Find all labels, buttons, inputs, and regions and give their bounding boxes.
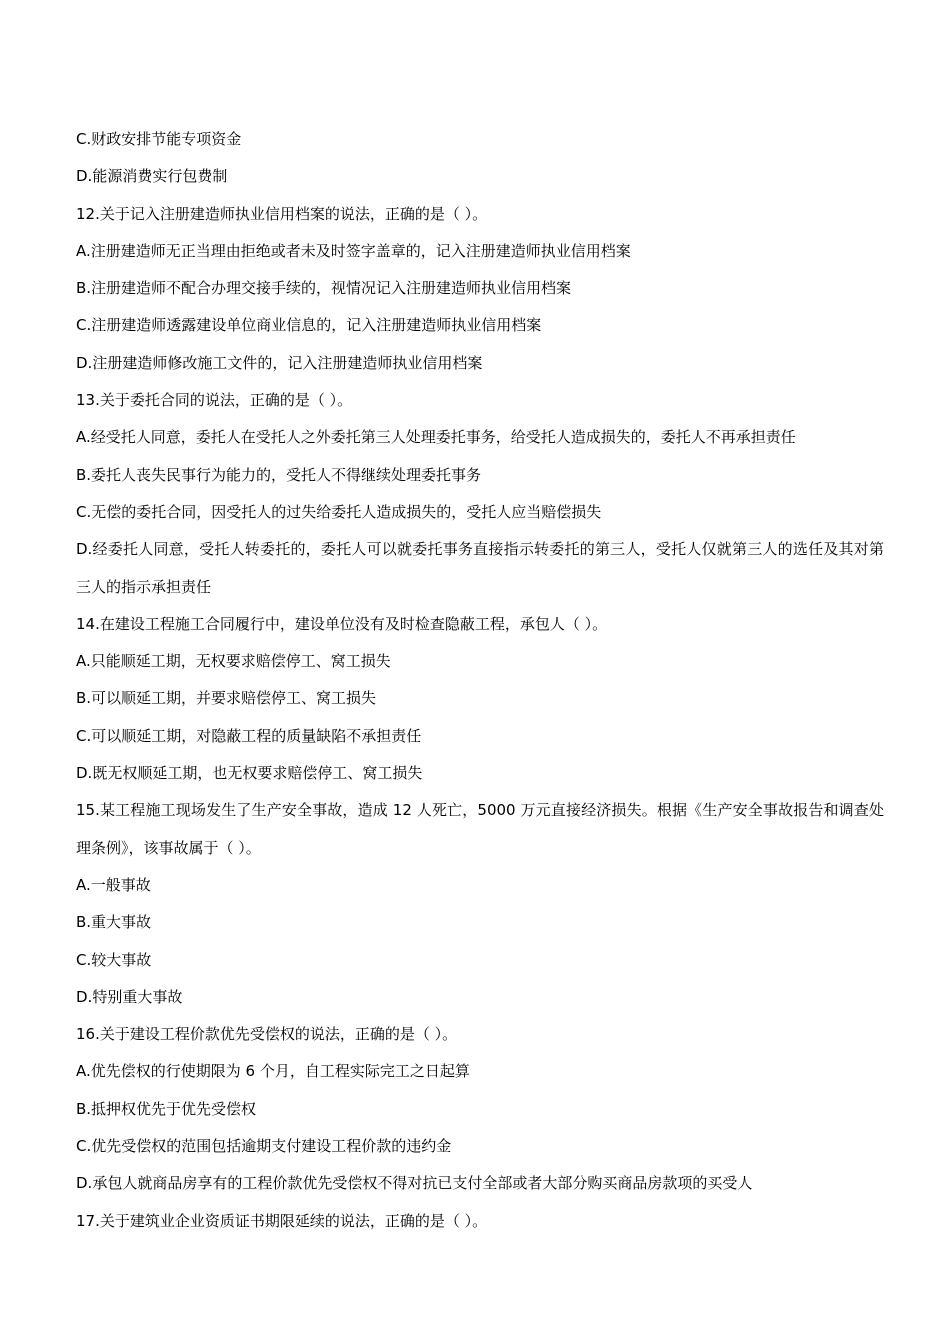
question-13-option-b: B.委托人丧失民事行为能力的，受托人不得继续处理委托事务 xyxy=(76,465,482,484)
question-12-option-b: B.注册建造师不配合办理交接手续的，视情况记入注册建造师执业信用档案 xyxy=(76,279,572,298)
question-12-option-d: D.注册建造师修改施工文件的，记入注册建造师执业信用档案 xyxy=(76,353,483,372)
question-17: 17.关于建筑业企业资质证书期限延续的说法，正确的是（ ）。 xyxy=(76,1211,488,1230)
question-14: 14.在建设工程施工合同履行中，建设单位没有及时检查隐蔽工程，承包人（ ）。 xyxy=(76,614,608,633)
question-15: 15.某工程施工现场发生了生产安全事故，造成 12 人死亡，5000 万元直接经济损失。根据《生产安全事故报告和调查处理条例》，该事故属于（ ）。 xyxy=(76,801,884,857)
option-12c-prev: C.财政安排节能专项资金 xyxy=(76,130,242,148)
question-13-option-c: C.无偿的委托合同，因受托人的过失给委托人造成损失的，受托人应当赔偿损失 xyxy=(76,502,602,521)
question-14-option-a: A.只能顺延工期，无权要求赔偿停工、窝工损失 xyxy=(76,652,391,671)
question-13: 13.关于委托合同的说法，正确的是（ ）。 xyxy=(76,391,353,410)
question-12-option-a: A.注册建造师无正当理由拒绝或者未及时签字盖章的，记入注册建造师执业信用档案 xyxy=(76,241,631,260)
question-15-option-c: C.较大事故 xyxy=(76,950,152,969)
question-16-option-d: D.承包人就商品房享有的工程价款优先受偿权不得对抗已支付全部或者大部分购买商品房款项的买受人 xyxy=(76,1174,753,1193)
document-body xyxy=(76,121,884,1240)
question-16-option-b: B.抵押权优先于优先受偿权 xyxy=(76,1099,257,1118)
question-12: 12.关于记入注册建造师执业信用档案的说法，正确的是（ ）。 xyxy=(76,204,488,223)
question-15-option-a: A.一般事故 xyxy=(76,875,151,894)
question-12-option-c: C.注册建造师透露建设单位商业信息的，记入注册建造师执业信用档案 xyxy=(76,316,542,335)
question-16: 16.关于建设工程价款优先受偿权的说法，正确的是（ ）。 xyxy=(76,1025,458,1044)
question-14-option-b: B.可以顺延工期，并要求赔偿停工、窝工损失 xyxy=(76,689,377,708)
question-13-option-d: D.经委托人同意，受托人转委托的，委托人可以就委托事务直接指示转委托的第三人，受托人仅就第三人的选任及其对第三人的指示承担责任 xyxy=(76,540,884,596)
question-14-option-d: D.既无权顺延工期，也无权要求赔偿停工、窝工损失 xyxy=(76,764,423,783)
question-16-option-a: A.优先偿权的行使期限为 6 个月，自工程实际完工之日起算 xyxy=(76,1062,470,1081)
option-12d-prev: D.能源消费实行包费制 xyxy=(76,167,228,186)
question-15-option-b: B.重大事故 xyxy=(76,913,152,932)
question-16-option-c: C.优先受偿权的范围包括逾期支付建设工程价款的违约金 xyxy=(76,1137,452,1156)
question-15-option-d: D.特别重大事故 xyxy=(76,987,183,1006)
question-13-option-a: A.经受托人同意，委托人在受托人之外委托第三人处理委托事务，给受托人造成损失的，委托人不再承担责任 xyxy=(76,428,796,447)
question-14-option-c: C.可以顺延工期，对隐蔽工程的质量缺陷不承担责任 xyxy=(76,726,422,745)
